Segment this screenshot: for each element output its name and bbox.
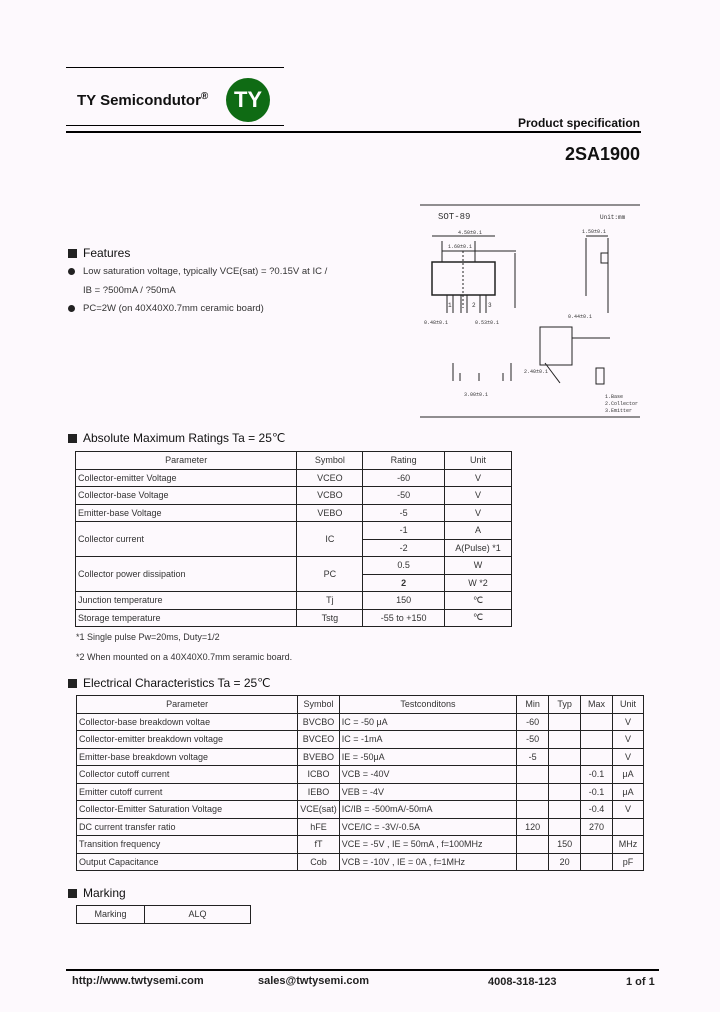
elec-title: [68, 676, 271, 690]
unit-cell: A(Pulse) *1: [445, 539, 512, 557]
svg-text:4.50±0.1: 4.50±0.1: [458, 230, 483, 236]
symbol-cell: ICBO: [298, 766, 340, 784]
condition-cell: IC = -1mA: [339, 731, 516, 749]
bullet-dot-icon: [68, 305, 75, 312]
symbol-cell: hFE: [298, 818, 340, 836]
feature-text: IB = ?500mA / ?50mA: [83, 285, 176, 296]
doc-type: Product specification: [517, 116, 640, 130]
svg-text:0.44±0.1: 0.44±0.1: [568, 314, 593, 320]
table-row: [77, 836, 644, 854]
max-cell: [581, 853, 613, 871]
param-cell: Collector-base breakdown voltae: [77, 713, 298, 731]
unit-cell: W *2: [445, 574, 512, 592]
footnote-2: *2 When mounted on a 40X40X0.7mm seramic board.: [76, 652, 293, 662]
typ-cell: [549, 783, 581, 801]
marking-table: [76, 905, 251, 924]
features-title: [68, 246, 130, 260]
param-cell: Emitter cutoff current: [77, 783, 298, 801]
typ-cell: 150: [549, 836, 581, 854]
table-row: [77, 766, 644, 784]
svg-text:0.48±0.1: 0.48±0.1: [424, 320, 449, 326]
unit-cell: μA: [612, 783, 643, 801]
website-link[interactable]: http://www.twtysemi.com: [72, 975, 204, 987]
unit-label: Unit:mm: [600, 214, 626, 221]
typ-cell: [549, 713, 581, 731]
min-cell: [517, 766, 549, 784]
typ-cell: 20: [549, 853, 581, 871]
table-row: [77, 748, 644, 766]
rating-cell: -55 to +150: [363, 609, 445, 627]
package-drawing: [420, 203, 640, 419]
part-number: 2SA1900: [564, 144, 640, 164]
unit-cell: MHz: [612, 836, 643, 854]
param-cell: Collector-emitter Voltage: [76, 469, 297, 487]
unit-cell: V: [612, 801, 643, 819]
unit-cell: ℃: [445, 609, 512, 627]
param-cell: DC current transfer ratio: [77, 818, 298, 836]
symbol-cell: fT: [298, 836, 340, 854]
min-cell: [517, 801, 549, 819]
condition-cell: IC/IB = -500mA/-50mA: [339, 801, 516, 819]
condition-cell: VCB = -40V: [339, 766, 516, 784]
header-cell: Unit: [612, 696, 643, 714]
footer-rule: [66, 969, 659, 971]
param-cell: Storage temperature: [76, 609, 297, 627]
svg-text:2: 2: [472, 302, 476, 309]
symbol-cell: VCEO: [297, 469, 363, 487]
svg-text:1.50±0.1: 1.50±0.1: [582, 229, 607, 235]
table-row: [76, 504, 512, 522]
sot89-outline-diagram: [420, 203, 640, 419]
header-cell: Symbol: [298, 696, 340, 714]
param-cell: Collector-emitter breakdown voltage: [77, 731, 298, 749]
abs-max-table: [75, 451, 512, 627]
unit-cell: V: [445, 469, 512, 487]
unit-cell: V: [612, 713, 643, 731]
typ-cell: [549, 748, 581, 766]
elec-title-text: Electrical Characteristics Ta = 25℃: [83, 676, 271, 690]
company-name-text: TY Semicondutor: [77, 92, 201, 109]
max-cell: [581, 748, 613, 766]
header-cell: Typ: [549, 696, 581, 714]
rating-cell: -2: [363, 539, 445, 557]
min-cell: -60: [517, 713, 549, 731]
unit-cell: V: [612, 748, 643, 766]
svg-text:1: 1: [448, 302, 452, 309]
param-cell: Transition frequency: [77, 836, 298, 854]
param-cell: Collector cutoff current: [77, 766, 298, 784]
table-row: [77, 801, 644, 819]
svg-text:2.40±0.1: 2.40±0.1: [524, 369, 549, 375]
symbol-cell: IC: [297, 522, 363, 557]
marking-title-text: Marking: [83, 886, 126, 900]
table-row: [76, 469, 512, 487]
feature-item: [68, 266, 327, 277]
param-cell: Junction temperature: [76, 592, 297, 610]
unit-cell: μA: [612, 766, 643, 784]
marking-value-cell: ALQ: [145, 906, 251, 924]
unit-cell: pF: [612, 853, 643, 871]
logo-bottom-rule: [66, 125, 284, 126]
symbol-cell: IEBO: [298, 783, 340, 801]
max-cell: -0.1: [581, 783, 613, 801]
unit-cell: A: [445, 522, 512, 540]
bullet-square-icon: [68, 679, 77, 688]
max-cell: [581, 731, 613, 749]
rating-cell: 2: [363, 574, 445, 592]
marking-title: [68, 886, 126, 900]
company-name: [77, 91, 208, 109]
registered-mark: ®: [200, 91, 209, 102]
unit-cell: [612, 818, 643, 836]
rating-cell: -5: [363, 504, 445, 522]
max-cell: -0.1: [581, 766, 613, 784]
feature-text: PC=2W (on 40X40X0.7mm ceramic board): [83, 303, 264, 314]
bullet-dot-icon: [68, 268, 75, 275]
unit-cell: V: [612, 731, 643, 749]
symbol-cell: VCBO: [297, 487, 363, 505]
condition-cell: IE = -50μA: [339, 748, 516, 766]
table-row: [77, 818, 644, 836]
abs-max-title: [68, 431, 285, 445]
page-number: 1 of 1: [626, 976, 655, 988]
max-cell: -0.4: [581, 801, 613, 819]
header-cell: Rating: [363, 452, 445, 470]
bullet-square-icon: [68, 889, 77, 898]
svg-text:3: 3: [488, 302, 492, 309]
pin-3: 3.Emitter: [605, 408, 633, 414]
condition-cell: IC = -50 μA: [339, 713, 516, 731]
unit-cell: ℃: [445, 592, 512, 610]
param-cell: Collector current: [76, 522, 297, 557]
table-row: [77, 906, 251, 924]
table-row: [77, 731, 644, 749]
table-row: [76, 522, 512, 540]
unit-cell: V: [445, 487, 512, 505]
header-cell: Min: [517, 696, 549, 714]
table-row: [77, 853, 644, 871]
header-cell: Symbol: [297, 452, 363, 470]
symbol-cell: Tj: [297, 592, 363, 610]
rating-cell: -50: [363, 487, 445, 505]
param-cell: Emitter-base breakdown voltage: [77, 748, 298, 766]
max-cell: [581, 836, 613, 854]
table-row: [77, 713, 644, 731]
symbol-cell: BVCEO: [298, 731, 340, 749]
rating-cell: -1: [363, 522, 445, 540]
param-cell: Emitter-base Voltage: [76, 504, 297, 522]
table-header-row: [76, 452, 512, 470]
bullet-square-icon: [68, 434, 77, 443]
pin-1: 1.Base: [605, 394, 624, 400]
table-row: [76, 592, 512, 610]
elec-table: [76, 695, 644, 871]
unit-cell: V: [445, 504, 512, 522]
svg-text:1.60±0.1: 1.60±0.1: [448, 244, 473, 250]
phone-number: 4008-318-123: [488, 976, 557, 988]
rating-cell: 150: [363, 592, 445, 610]
symbol-cell: PC: [297, 557, 363, 592]
package-name: SOT-89: [438, 212, 471, 222]
table-row: [76, 557, 512, 575]
rating-cell: -60: [363, 469, 445, 487]
bullet-square-icon: [68, 249, 77, 258]
company-logo: TY: [226, 78, 270, 122]
header-cell: Parameter: [77, 696, 298, 714]
param-cell: Collector power dissipation: [76, 557, 297, 592]
features-title-text: Features: [83, 246, 131, 260]
header-cell: Unit: [445, 452, 512, 470]
param-cell: Collector-base Voltage: [76, 487, 297, 505]
abs-max-title-text: Absolute Maximum Ratings Ta = 25℃: [83, 431, 286, 445]
footnote-1: *1 Single pulse Pw=20ms, Duty=1/2: [76, 632, 220, 642]
symbol-cell: BVCBO: [298, 713, 340, 731]
logo-top-rule: [66, 67, 284, 68]
condition-cell: VCE = -5V , IE = 50mA , f=100MHz: [339, 836, 516, 854]
feature-text: Low saturation voltage, typically VCE(sat) = ?0.15V at IC /: [83, 266, 328, 277]
feature-item: [68, 303, 264, 314]
param-cell: Output Capacitance: [77, 853, 298, 871]
min-cell: [517, 853, 549, 871]
max-cell: [581, 713, 613, 731]
table-row: [76, 487, 512, 505]
marking-label-cell: Marking: [77, 906, 145, 924]
min-cell: [517, 783, 549, 801]
email-link[interactable]: sales@twtysemi.com: [258, 975, 369, 987]
header-rule: [66, 131, 641, 133]
condition-cell: VEB = -4V: [339, 783, 516, 801]
table-row: [77, 783, 644, 801]
condition-cell: VCE/IC = -3V/-0.5A: [339, 818, 516, 836]
typ-cell: [549, 818, 581, 836]
symbol-cell: VCE(sat): [298, 801, 340, 819]
min-cell: [517, 836, 549, 854]
symbol-cell: Cob: [298, 853, 340, 871]
min-cell: -50: [517, 731, 549, 749]
rating-cell: 0.5: [363, 557, 445, 575]
symbol-cell: VEBO: [297, 504, 363, 522]
typ-cell: [549, 731, 581, 749]
header-cell: Max: [581, 696, 613, 714]
header-cell: Parameter: [76, 452, 297, 470]
svg-text:3.00±0.1: 3.00±0.1: [464, 392, 489, 398]
table-header-row: [77, 696, 644, 714]
condition-cell: VCB = -10V , IE = 0A , f=1MHz: [339, 853, 516, 871]
param-cell: Collector-Emitter Saturation Voltage: [77, 801, 298, 819]
typ-cell: [549, 766, 581, 784]
table-row: [76, 609, 512, 627]
header-cell: Testconditons: [339, 696, 516, 714]
svg-text:0.53±0.1: 0.53±0.1: [475, 320, 500, 326]
min-cell: -5: [517, 748, 549, 766]
pin-2: 2.Collector: [605, 401, 639, 407]
feature-item-cont: [83, 285, 176, 296]
unit-cell: W: [445, 557, 512, 575]
typ-cell: [549, 801, 581, 819]
symbol-cell: BVEBO: [298, 748, 340, 766]
min-cell: 120: [517, 818, 549, 836]
max-cell: 270: [581, 818, 613, 836]
symbol-cell: Tstg: [297, 609, 363, 627]
